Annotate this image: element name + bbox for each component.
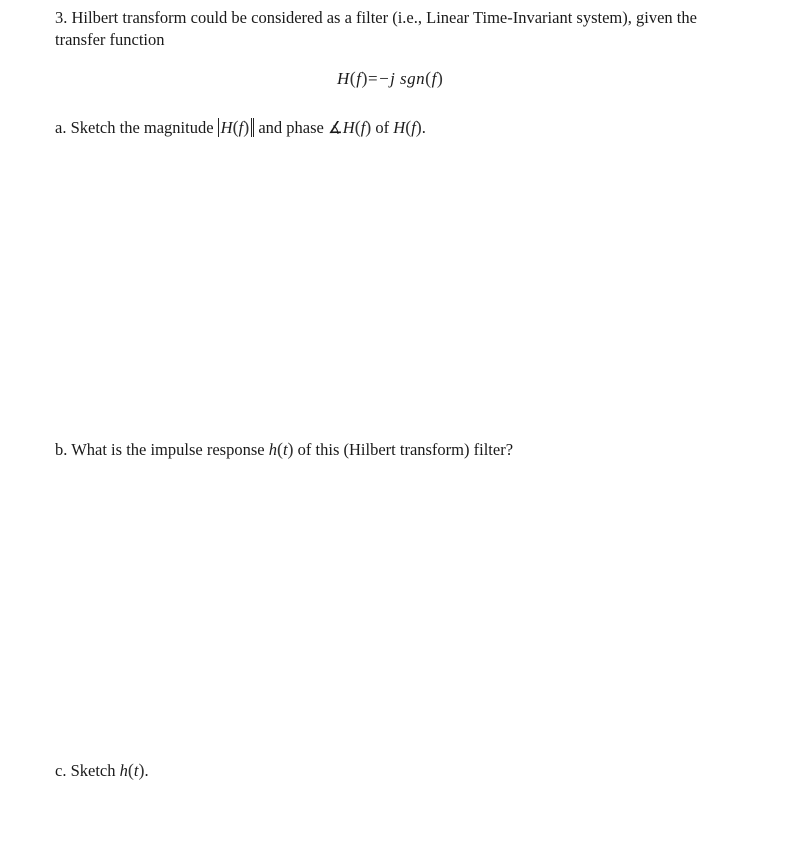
part-b-suffix: of this (Hilbert transform) filter? [297,440,514,459]
part-c-prefix: c. Sketch [55,761,116,780]
phase-expression: ∡H(f) [327,117,372,137]
eq-rhs-var: f [431,69,437,88]
part-b-prefix: b. What is the impulse response [55,440,265,459]
problem-intro-line-1: 3. Hilbert transform could be considered as a filter (i.e., Linear Time-Invariant system), given the [55,8,697,27]
transfer-function-equation: H(f)=−j sgn(f) [337,68,444,88]
part-c-end: . [144,761,149,780]
impulse-response-sketch-expression: h(t) [119,760,145,780]
eq-lhs-var: f [356,69,362,88]
angle-symbol: ∡ [327,118,343,137]
eq-rhs: −j sgn [378,69,426,88]
magnitude-expression: H(f) [218,118,255,137]
part-a-prefix: a. Sketch the magnitude [55,118,214,137]
eq-equals: = [368,69,379,88]
part-a-question [55,116,426,139]
impulse-response-expression: h(t) [268,439,294,459]
part-a-end: . [421,118,426,137]
problem-intro-line-2: transfer function [55,30,165,49]
part-c-question [55,759,149,782]
transfer-function-ref: H(f) [393,117,422,137]
part-a-middle: and phase [258,118,324,137]
eq-lhs-func: H [337,69,350,88]
part-b-question [55,438,513,461]
part-a-of: of [375,118,390,137]
